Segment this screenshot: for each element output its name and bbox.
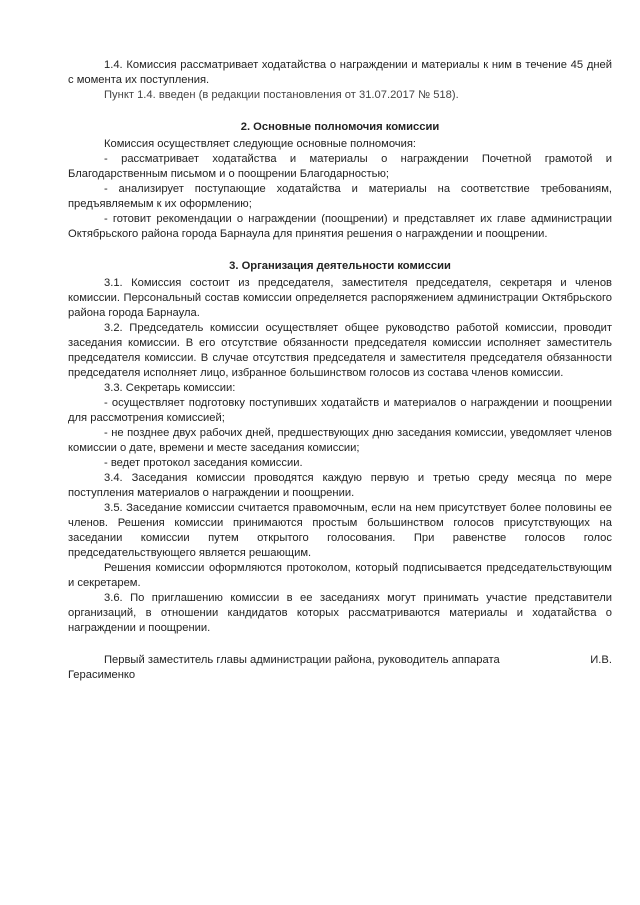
signature-line (68, 653, 612, 668)
amendment-note (68, 88, 612, 103)
paragraph-1-4: 1.4. Комиссия рассматривает ходатайства о награждении и материалы к ним в течение 45 дней с момента их поступления. (68, 59, 612, 86)
paragraph-3-6: 3.6. По приглашению комиссии в ее заседаниях могут принимать участие представители организаций, в отношении кандидатов которых рассматриваются материалы и ходатайства о награждении и поощрении. (68, 592, 612, 634)
paragraph-3-3-item: - ведет протокол заседания комиссии. (104, 457, 303, 469)
document-page (68, 58, 612, 683)
section-2-item: - готовит рекомендации о награждении (поощрении) и представляет их главе администрации Октябрьского района города Барнаула для принятия решения о награждении и поощрении. (68, 213, 612, 240)
paragraph-3-3-item: - не позднее двух рабочих дней, предшествующих дню заседания комиссии, уведомляет членов комиссии о дате, времени и месте заседания комиссии; (68, 427, 612, 454)
amendment-note-text: Пункт 1.4. введен (в редакции (104, 89, 264, 101)
section-2-heading: 2. Основные полномочия комиссии (240, 121, 440, 133)
paragraph-3-4: 3.4. Заседания комиссии проводятся каждую первую и третью среду месяца по мере поступления материалов о награждении и поощрении. (68, 472, 612, 499)
paragraph-3-2: 3.2. Председатель комиссии осуществляет общее руководство работой комиссии, проводит заседания комиссии. В его отсутствие обязанности председателя комиссии исполняет заместитель председателя комиссии. В случае отсутствия председателя и заместителя председателя обязанности председателя исполняет лицо, избранное большинством голосов из состава членов комиссии. (68, 322, 612, 379)
amendment-note-end: ). (451, 89, 459, 101)
signature-initials: И.В. (590, 654, 612, 666)
paragraph-3-3: 3.3. Секретарь комиссии: (104, 382, 236, 394)
signature-surname: Герасименко (68, 669, 136, 681)
signature-position: Первый заместитель главы администрации района, руководитель аппарата (104, 654, 500, 666)
amendment-link[interactable]: постановления от 31.07.2017 № 518 (263, 89, 452, 101)
section-3-heading: 3. Организация деятельности комиссии (229, 260, 451, 272)
section-2-intro: Комиссия осуществляет следующие основные полномочия: (104, 138, 417, 150)
section-2-item: - рассматривает ходатайства и материалы о награждении Почетной грамотой и Благодарственным письмом и о поощрении Благодарностью; (68, 153, 612, 180)
paragraph-3-5: 3.5. Заседание комиссии считается правомочным, если на нем присутствует более половины ее членов. Решения комиссии принимаются простым большинством голосов присутствующих на заседании комиссии путем открытого голосования. При равенстве голосов голос председательствующего является решающим. (68, 502, 612, 559)
paragraph-3-1: 3.1. Комиссия состоит из председателя, заместителя председателя, секретаря и членов комиссии. Персональный состав комиссии определяется распоряжением администрации Октябрьского района города Барнаула. (68, 277, 612, 319)
paragraph-3-3-item: - осуществляет подготовку поступивших ходатайств и материалов о награждении и поощрении для рассмотрения комиссией; (68, 397, 612, 424)
paragraph-3-5-b: Решения комиссии оформляются протоколом, который подписывается председательствующим и секретарем. (68, 562, 612, 589)
section-2-item: - анализирует поступающие ходатайства и материалы на соответствие требованиям, предъявляемым к их оформлению; (68, 183, 612, 210)
